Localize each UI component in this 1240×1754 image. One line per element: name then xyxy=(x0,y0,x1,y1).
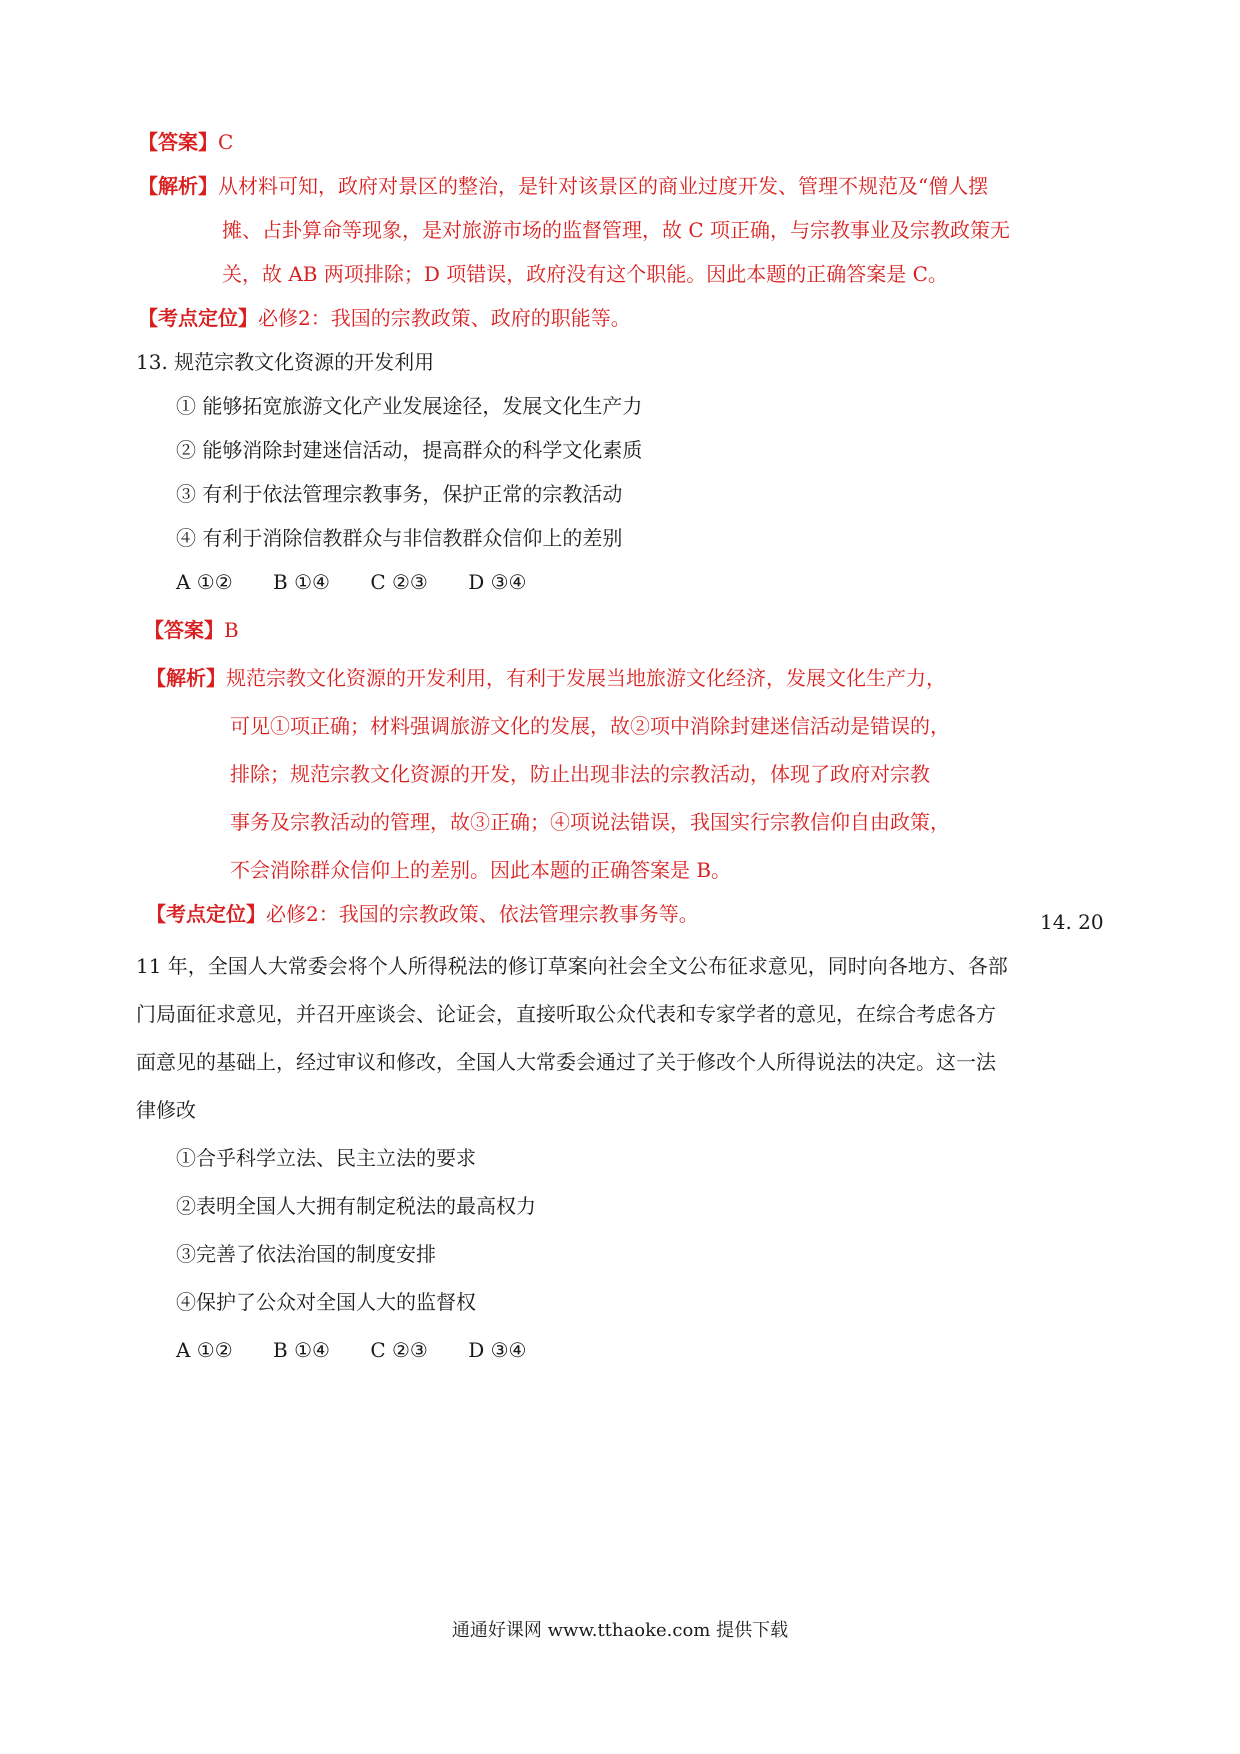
q13-item-3: ③ 有利于依法管理宗教事务，保护正常的宗教活动 xyxy=(176,482,623,506)
answer-label: 【答案】 xyxy=(138,130,218,154)
q13-options xyxy=(176,568,560,596)
q13-stem: 13. 规范宗教文化资源的开发利用 xyxy=(136,350,435,374)
option-c: C ②③ xyxy=(370,570,428,594)
q14-number: 14. 20 xyxy=(1040,910,1104,934)
option-a: A ①② xyxy=(176,1338,233,1362)
point-text: 必修2：我国的宗教政策、政府的职能等。 xyxy=(258,306,631,330)
q14-item-2: ②表明全国人大拥有制定税法的最高权力 xyxy=(176,1194,536,1218)
q14-stem-line-3: 面意见的基础上，经过审议和修改，全国人大常委会通过了关于修改个人所得说法的决定。这一法 xyxy=(136,1050,996,1074)
q13-item-4: ④ 有利于消除信教群众与非信教群众信仰上的差别 xyxy=(176,526,623,550)
answer-value: C xyxy=(218,130,234,154)
q14-stem-line-4: 律修改 xyxy=(136,1098,196,1122)
option-c: C ②③ xyxy=(370,1338,428,1362)
option-d: D ③④ xyxy=(468,570,527,594)
q13-answer xyxy=(144,616,239,644)
q13-analysis-line-2: 可见①项正确；材料强调旅游文化的发展，故②项中消除封建迷信活动是错误的， xyxy=(230,714,950,738)
option-b: B ①④ xyxy=(273,1338,330,1362)
q13-analysis-line-1 xyxy=(146,664,946,692)
analysis-text: 规范宗教文化资源的开发利用，有利于发展当地旅游文化经济，发展文化生产力， xyxy=(226,666,946,690)
q14-item-3: ③完善了依法治国的制度安排 xyxy=(176,1242,436,1266)
page-footer: 通通好课网 www.tthaoke.com 提供下载 xyxy=(451,1620,789,1641)
point-label: 【考点定位】 xyxy=(138,306,258,330)
point-label: 【考点定位】 xyxy=(146,902,266,926)
point-text: 必修2：我国的宗教政策、依法管理宗教事务等。 xyxy=(266,902,699,926)
q13-analysis-line-4: 事务及宗教活动的管理，故③正确；④项说法错误，我国实行宗教信仰自由政策， xyxy=(230,810,950,834)
answer-value: B xyxy=(224,618,239,642)
q13-analysis-line-3: 排除；规范宗教文化资源的开发，防止出现非法的宗教活动，体现了政府对宗教 xyxy=(230,762,930,786)
q13-item-1: ① 能够拓宽旅游文化产业发展途径，发展文化生产力 xyxy=(176,394,643,418)
option-a: A ①② xyxy=(176,570,233,594)
q12-analysis-line-2: 摊、占卦算命等现象，是对旅游市场的监督管理，故 C 项正确，与宗教事业及宗教政策无 xyxy=(222,218,1011,242)
q14-stem-line-2: 门局面征求意见，并召开座谈会、论证会，直接听取公众代表和专家学者的意见，在综合考虑各方 xyxy=(136,1002,996,1026)
q14-options xyxy=(176,1336,560,1364)
q12-analysis-line-1 xyxy=(138,172,988,200)
q13-point xyxy=(146,900,699,928)
q12-answer xyxy=(138,128,233,156)
q12-point xyxy=(138,304,631,332)
q13-analysis-line-5: 不会消除群众信仰上的差别。因此本题的正确答案是 B。 xyxy=(230,858,732,882)
analysis-text: 从材料可知，政府对景区的整治，是针对该景区的商业过度开发、管理不规范及“僧人摆 xyxy=(218,174,989,198)
option-d: D ③④ xyxy=(468,1338,527,1362)
q13-item-2: ② 能够消除封建迷信活动，提高群众的科学文化素质 xyxy=(176,438,643,462)
analysis-label: 【解析】 xyxy=(138,174,218,198)
q14-item-1: ①合乎科学立法、民主立法的要求 xyxy=(176,1146,476,1170)
q12-analysis-line-3: 关，故 AB 两项排除；D 项错误，政府没有这个职能。因此本题的正确答案是 C。 xyxy=(222,262,948,286)
analysis-label: 【解析】 xyxy=(146,666,226,690)
q14-stem-line-1: 11 年，全国人大常委会将个人所得税法的修订草案向社会全文公布征求意见，同时向各地方、各部 xyxy=(136,954,1008,978)
answer-label: 【答案】 xyxy=(144,618,224,642)
option-b: B ①④ xyxy=(273,570,330,594)
q14-item-4: ④保护了公众对全国人大的监督权 xyxy=(176,1290,476,1314)
